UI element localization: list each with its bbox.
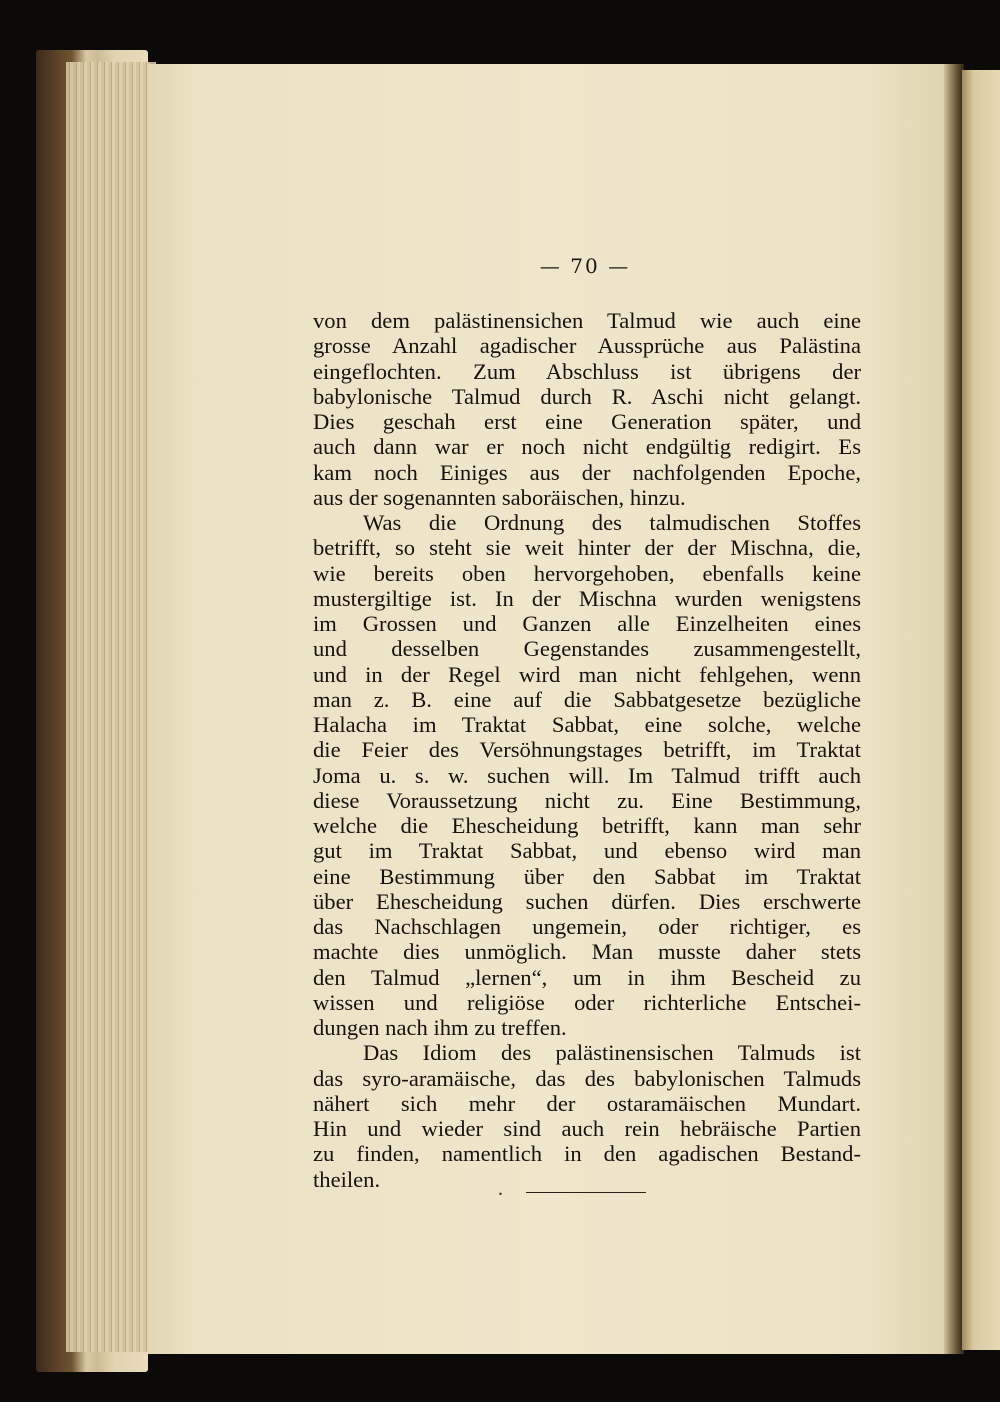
text-line: man z. B. eine auf die Sabbatgesetze bezügliche (313, 686, 861, 712)
text-line: Joma u. s. w. suchen will. Im Talmud trifft auch (313, 762, 861, 788)
paragraph (313, 308, 861, 510)
text-line: mustergiltige ist. In der Mischna wurden wenigstens (313, 585, 861, 611)
text-line: machte dies unmöglich. Man musste daher stets (313, 939, 861, 965)
text-line: eingeflochten. Zum Abschluss ist übrigens der (313, 358, 861, 384)
text-line: dungen nach ihm zu treffen. (313, 1015, 567, 1040)
text-line: grosse Anzahl agadischer Aussprüche aus Palästina (313, 333, 861, 359)
gutter-shadow (944, 64, 964, 1354)
text-line: kam noch Einiges aus der nachfolgenden Epoche, (313, 459, 861, 485)
text-line: Das Idiom des palästinensischen Talmuds ist (363, 1040, 861, 1066)
text-line: auch dann war er noch nicht endgültig redigirt. Es (313, 434, 861, 460)
text-line: den Talmud „lernen“, um in ihm Bescheid zu (313, 964, 861, 990)
text-line: aus der sogenannten saboräischen, hinzu. (313, 484, 686, 510)
paragraph (313, 1040, 861, 1192)
text-line: Was die Ordnung des talmudischen Stoffes (363, 510, 861, 535)
text-line: Dies geschah erst eine Generation später, und (313, 409, 861, 434)
end-mark: . (498, 1178, 503, 1200)
text-line: und desselben Gegenstandes zusammengestellt, (313, 636, 861, 662)
text-line: betrifft, so steht sie weit hinter der der Mischna, die, (313, 535, 861, 561)
paragraph (313, 510, 861, 1040)
text-line: eine Bestimmung über den Sabbat im Traktat (313, 863, 861, 889)
text-line: zu finden, namentlich in den agadischen Bestand- (313, 1141, 861, 1167)
text-line: theilen. (313, 1166, 381, 1192)
page-edges (66, 62, 156, 1352)
text-line: wie bereits oben hervorgehoben, ebenfalls keine (313, 560, 861, 586)
text-line: nähert sich mehr der ostaramäischen Mundart. (313, 1090, 861, 1116)
text-line: diese Voraussetzung nicht zu. Eine Bestimmung, (313, 787, 861, 813)
text-line: wissen und religiöse oder richterliche Entschei- (313, 989, 861, 1015)
text-line: babylonische Talmud durch R. Aschi nicht gelangt. (313, 383, 861, 409)
end-rule (526, 1192, 646, 1193)
text-line: im Grossen und Ganzen alle Einzelheiten eines (313, 611, 861, 636)
text-line: Hin und wieder sind auch rein hebräische Partien (313, 1116, 861, 1141)
text-line: das Nachschlagen ungemein, oder richtiger, es (313, 914, 861, 939)
text-line: gut im Traktat Sabbat, und ebenso wird man (313, 838, 861, 864)
facing-page-edge (962, 70, 1000, 1350)
text-line: Halacha im Traktat Sabbat, eine solche, welche (313, 712, 861, 737)
page-number: — 70 — (539, 254, 631, 278)
text-line: die Feier des Versöhnungstages betrifft, im Traktat (313, 737, 861, 763)
text-line: von dem palästinensichen Talmud wie auch eine (313, 308, 861, 333)
body-text (313, 308, 861, 1192)
text-line: das syro-aramäische, das des babylonischen Talmuds (313, 1065, 861, 1091)
text-line: welche die Ehescheidung betrifft, kann man sehr (313, 813, 861, 838)
text-line: und in der Regel wird man nicht fehlgehen, wenn (313, 661, 861, 687)
text-line: über Ehescheidung suchen dürfen. Dies erschwerte (313, 888, 861, 914)
